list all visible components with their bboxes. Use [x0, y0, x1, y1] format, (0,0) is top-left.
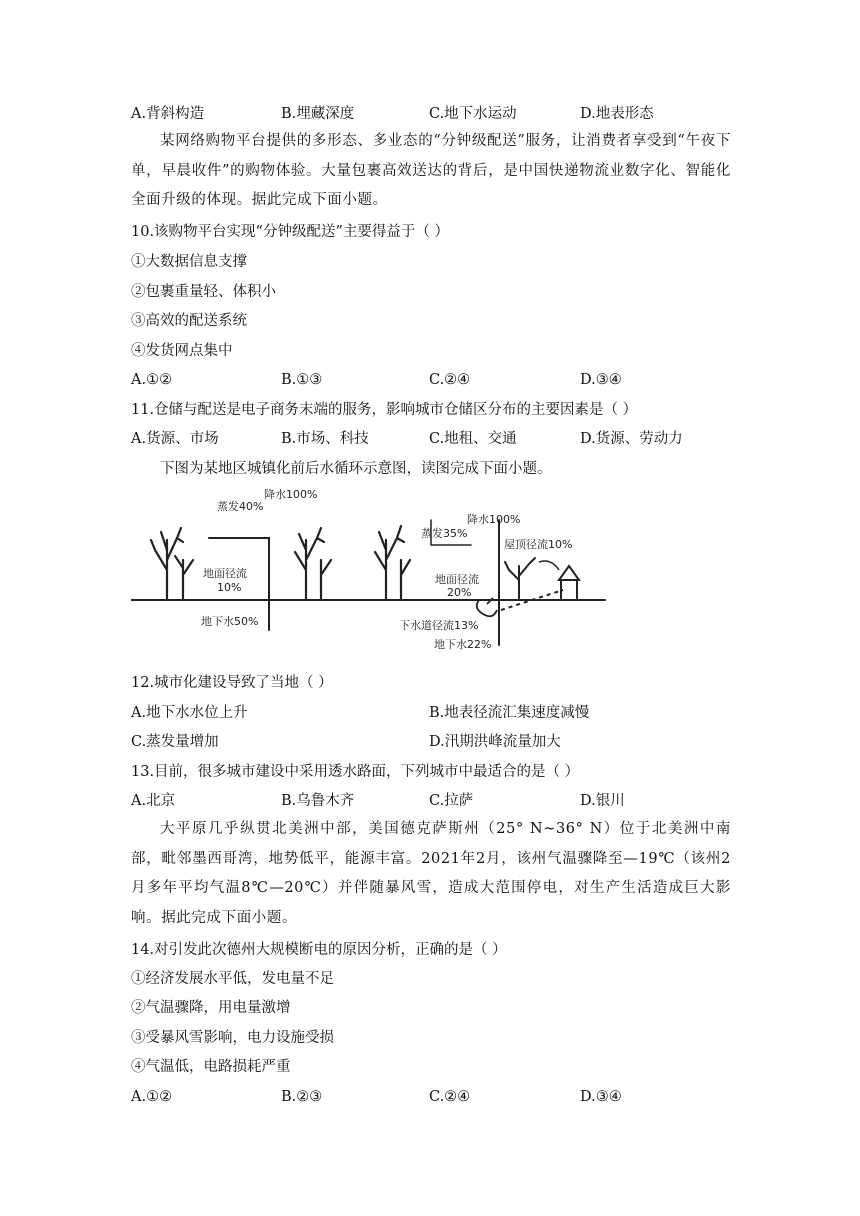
q14-option-b[interactable]: B.②③ — [281, 1089, 323, 1105]
q10-item-1: ①大数据信息支撑 — [131, 254, 247, 270]
q9-option-c[interactable]: C.地下水运动 — [429, 106, 517, 122]
q14-item-2: ②气温骤降，用电量激增 — [131, 1000, 291, 1016]
house-icon — [559, 566, 579, 600]
q14-option-c[interactable]: C.②④ — [429, 1089, 471, 1105]
q10-option-d[interactable]: D.③④ — [580, 372, 622, 388]
q13-option-b[interactable]: B.乌鲁木齐 — [281, 793, 355, 809]
q12-options-row1 — [131, 703, 731, 723]
q13-stem: 13.目前，很多城市建设中采用透水路面，下列城市中最适合的是（ ） — [131, 764, 580, 780]
q10-option-b[interactable]: B.①③ — [281, 372, 323, 388]
figure-intro: 下图为某地区城镇化前后水循环示意图，读图完成下面小题。 — [160, 461, 552, 477]
before-surface-pct: 10% — [217, 581, 242, 594]
q14-item-3: ③受暴风雪影响，电力设施受损 — [131, 1030, 334, 1046]
q10-item-2: ②包裹重量轻、体积小 — [131, 284, 276, 300]
q11-option-c[interactable]: C.地租、交通 — [429, 431, 517, 447]
q14-option-d[interactable]: D.③④ — [580, 1089, 622, 1105]
after-rain-label: 降水100% — [467, 513, 521, 526]
q13-options — [131, 791, 731, 811]
q13-option-a[interactable]: A.北京 — [131, 793, 176, 809]
after-ground-label: 地下水22% — [434, 638, 492, 651]
passage-texas: 大平原几乎纵贯北美洲中部，美国德克萨斯州（25° N~36° N）位于北美洲中南部，毗邻墨西哥湾，地势低平，能源丰富。2021年2月，该州气温骤降至—19℃（该州2月多年平均气温8℃—20℃）并伴随暴风雪，造成大范围停电，对生产生活造成巨大影响。据此完成下面小题。 — [131, 821, 731, 926]
q10-option-a[interactable]: A.①② — [131, 372, 173, 388]
q10-item-4: ④发货网点集中 — [131, 343, 233, 359]
trees-left — [151, 528, 193, 600]
q12-option-b[interactable]: B.地表径流汇集速度减慢 — [429, 705, 590, 721]
q11-option-a[interactable]: A.货源、市场 — [131, 431, 219, 447]
before-rain-label: 降水100% — [264, 488, 318, 501]
q14-item-1: ①经济发展水平低，发电量不足 — [131, 971, 334, 987]
after-roof-label: 屋顶径流10% — [504, 538, 573, 551]
q11-option-b[interactable]: B.市场、科技 — [281, 431, 369, 447]
after-surface-pct: 20% — [447, 586, 472, 599]
after-evap-label: 蒸发35% — [421, 527, 468, 540]
after-surface-label: 地面径流 — [435, 573, 479, 586]
q10-option-c[interactable]: C.②④ — [429, 372, 471, 388]
q10-item-3: ③高效的配送系统 — [131, 313, 247, 329]
q10-options — [131, 370, 731, 390]
q9-option-b[interactable]: B.埋藏深度 — [281, 106, 355, 122]
q10-stem: 10.该购物平台实现“分钟级配送”主要得益于（ ） — [131, 224, 449, 240]
q12-options-row2 — [131, 732, 731, 752]
before-surface-label: 地面径流 — [203, 567, 247, 580]
trees-middle — [295, 528, 331, 600]
trees-right — [375, 526, 410, 600]
q12-option-a[interactable]: A.地下水水位上升 — [131, 705, 248, 721]
urban-tree — [505, 558, 535, 600]
q13-option-d[interactable]: D.银川 — [580, 793, 625, 809]
q13-option-c[interactable]: C.拉萨 — [429, 793, 474, 809]
q12-option-d[interactable]: D.汛期洪峰流量加大 — [429, 734, 561, 750]
q14-option-a[interactable]: A.①② — [131, 1089, 173, 1105]
q11-stem: 11.仓储与配送是电子商务末端的服务，影响城市仓储区分布的主要因素是（ ） — [131, 402, 638, 418]
before-ground-label: 地下水50% — [201, 615, 259, 628]
before-evap-label: 蒸发40% — [217, 500, 264, 513]
q9-option-a[interactable]: A.背斜构造 — [131, 106, 205, 122]
passage-delivery: 某网络购物平台提供的多形态、多业态的“分钟级配送”服务，让消费者享受到“午夜下单，早晨收件”的购物体验。大量包裹高效送达的背后，是中国快递物流业数字化、智能化全面升级的体现。据此完成下面小题。 — [131, 133, 731, 208]
q14-options — [131, 1087, 731, 1107]
q14-stem: 14.对引发此次德州大规模断电的原因分析，正确的是（ ） — [131, 942, 507, 958]
q9-options — [131, 104, 731, 124]
q11-options — [131, 429, 731, 449]
water-cycle-diagram — [131, 480, 607, 660]
q9-option-d[interactable]: D.地表形态 — [580, 106, 654, 122]
water-cycle-svg — [131, 480, 607, 660]
q14-item-4: ④气温低，电路损耗严重 — [131, 1059, 291, 1075]
q12-option-c[interactable]: C.蒸发量增加 — [131, 734, 219, 750]
after-sewer-label: 下水道径流13% — [399, 619, 479, 632]
q11-option-d[interactable]: D.货源、劳动力 — [580, 431, 683, 447]
q12-stem: 12.城市化建设导致了当地（ ） — [131, 675, 333, 691]
